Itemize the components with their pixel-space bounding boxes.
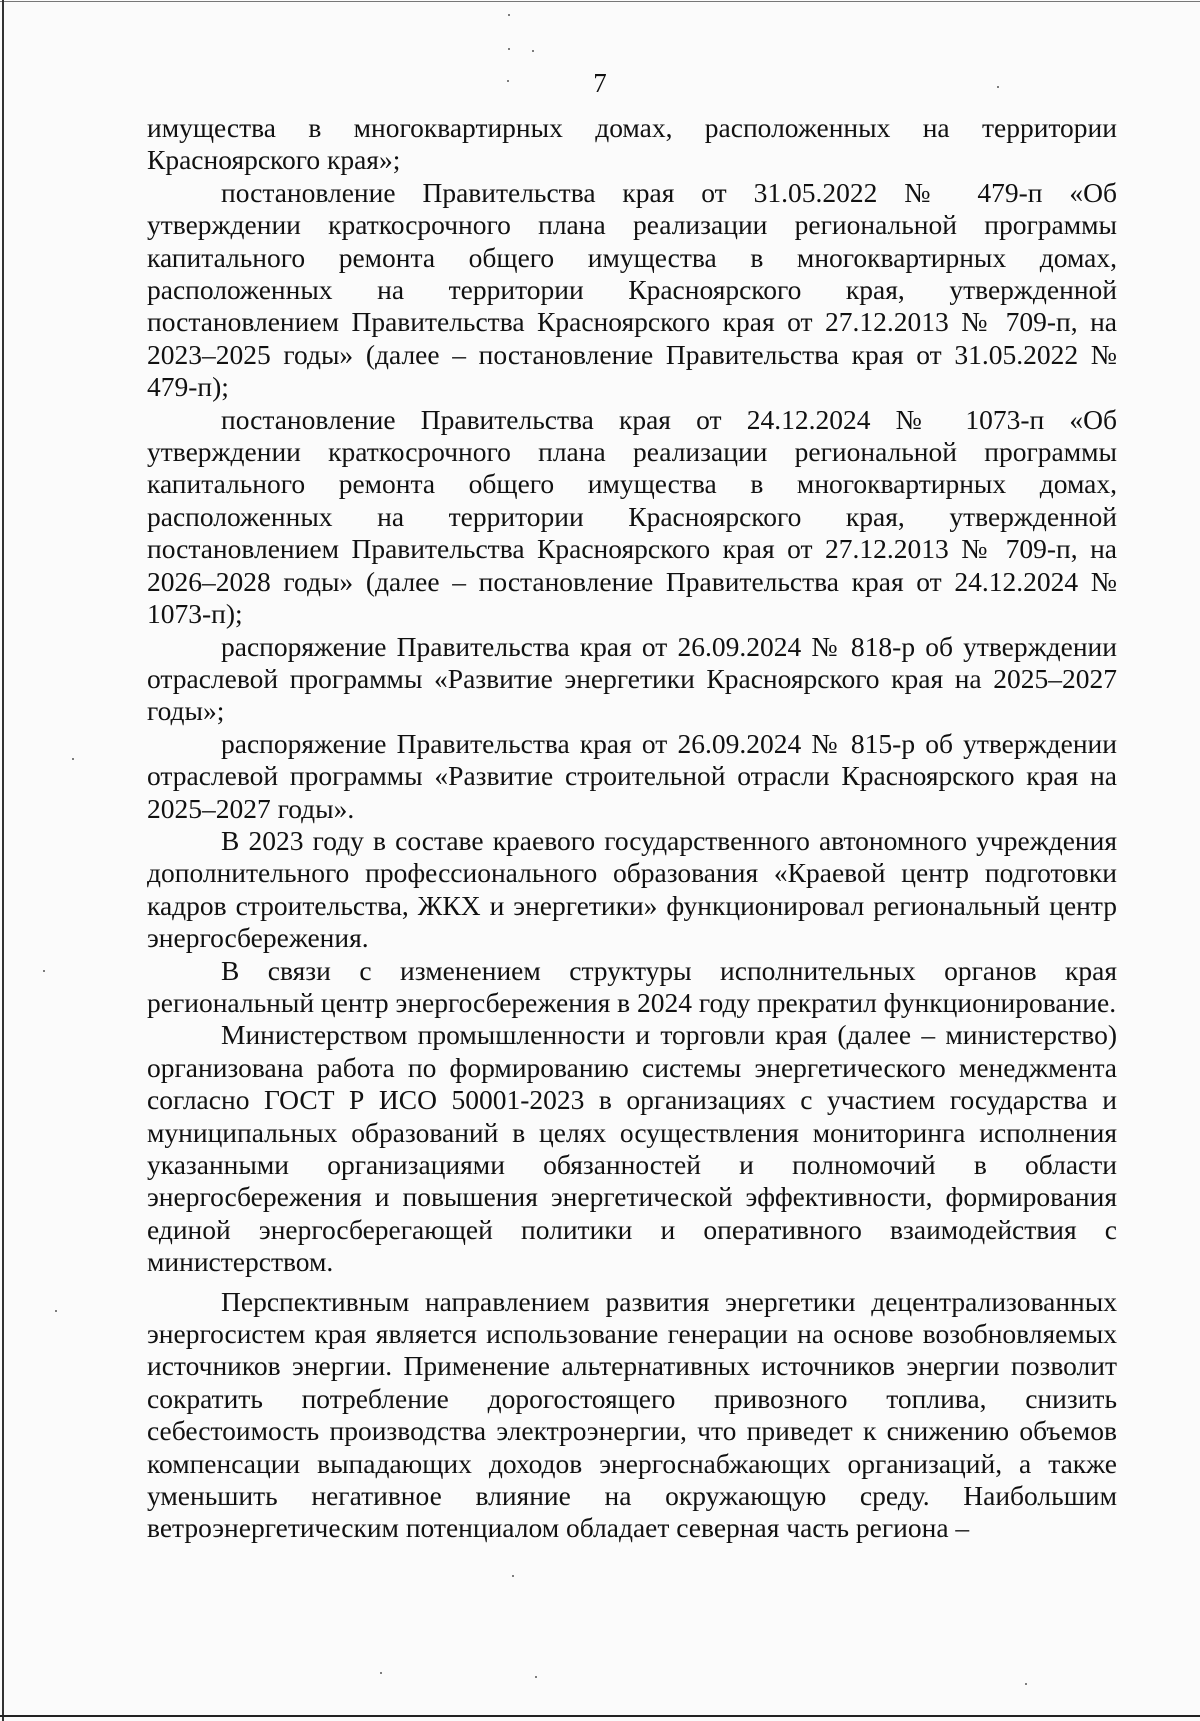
scan-edge-left [2,0,4,1721]
scan-speck [535,1676,537,1678]
scan-speck [507,80,509,82]
scan-speck [72,758,74,760]
scan-speck [997,86,999,88]
paragraph-continued: имущества в многоквартирных домах, расположенных на территории Красноярского края»; [147,112,1117,176]
page-number: 7 [593,68,607,98]
scan-speck [43,970,45,972]
scan-speck [532,50,534,52]
paragraph-renewables: Перспективным направлением развития энергетики децентрализованных энергосистем края является использование генерации на основе возобновляемых источников энергии. Применение альтернативных источников энергии позволит сократить потребление дорогостоящего привозного топлива, снизить себестоимость производства электроэнергии, что приведет к снижению объемов компенсации выпадающих доходов энергоснабжающих организаций, а также уменьшить негативное влияние на окружающую среду. Наибольшим ветроэнергетическим потенциалом обладает северная часть региона – [147,1285,1117,1544]
paragraph-energy-center: В 2023 году в составе краевого государственного автономного учреждения дополнительного профессионального образования «Краевой центр подготовки кадров строительства, ЖКХ и энергетики» функционировал региональный центр энергосбережения. [147,824,1117,954]
document-body [147,112,1117,1545]
scan-speck [508,48,510,50]
paragraph-order-818: распоряжение Правительства края от 26.09.2024 № 818-р об утверждении отраслевой программы «Развитие энергетики Красноярского края на 2025–2027 годы»; [147,630,1117,727]
paragraph-resolution-479: постановление Правительства края от 31.05.2022 № 479-п «Об утверждении краткосрочного плана реализации региональной программы капитального ремонта общего имущества в многоквартирных домах, расположенных на территории Красноярского края, утвержденной постановлением Правительства Красноярского края от 27.12.2013 № 709-п, на 2023–2025 годы» (далее – постановление Правительства края от 31.05.2022 № 479-п); [147,176,1117,403]
scan-speck [55,1310,57,1312]
scan-edge-bottom [0,1715,1200,1717]
scan-edge-top [0,1,1200,2]
paragraph-resolution-1073: постановление Правительства края от 24.12.2024 № 1073-п «Об утверждении краткосрочного плана реализации региональной программы капитального ремонта общего имущества в многоквартирных домах, расположенных на территории Красноярского края, утвержденной постановлением Правительства Красноярского края от 27.12.2013 № 709-п, на 2026–2028 годы» (далее – постановление Правительства края от 24.12.2024 № 1073-п); [147,403,1117,630]
paragraph-order-815: распоряжение Правительства края от 26.09.2024 № 815-р об утверждении отраслевой программы «Развитие строительной отрасли Красноярского края на 2025–2027 годы». [147,727,1117,824]
paragraph-center-closure: В связи с изменением структуры исполнительных органов края региональный центр энергосбережения в 2024 году прекратил функционирование. [147,954,1117,1018]
scan-speck [508,14,510,16]
scan-speck [1025,1683,1027,1685]
scan-speck [512,1575,514,1577]
paragraph-ministry: Министерством промышленности и торговли края (далее – министерство) организована работа по формированию системы энергетического менеджмента согласно ГОСТ Р ИСО 50001-2023 в организациях с участием государства и муниципальных образований в целях осуществления мониторинга исполнения указанными организациями обязанностей и полномочий в области энергосбережения и повышения энергетической эффективности, формирования единой энергосберегающей политики и оперативного взаимодействия с министерством. [147,1019,1117,1278]
scan-speck [380,1672,382,1674]
